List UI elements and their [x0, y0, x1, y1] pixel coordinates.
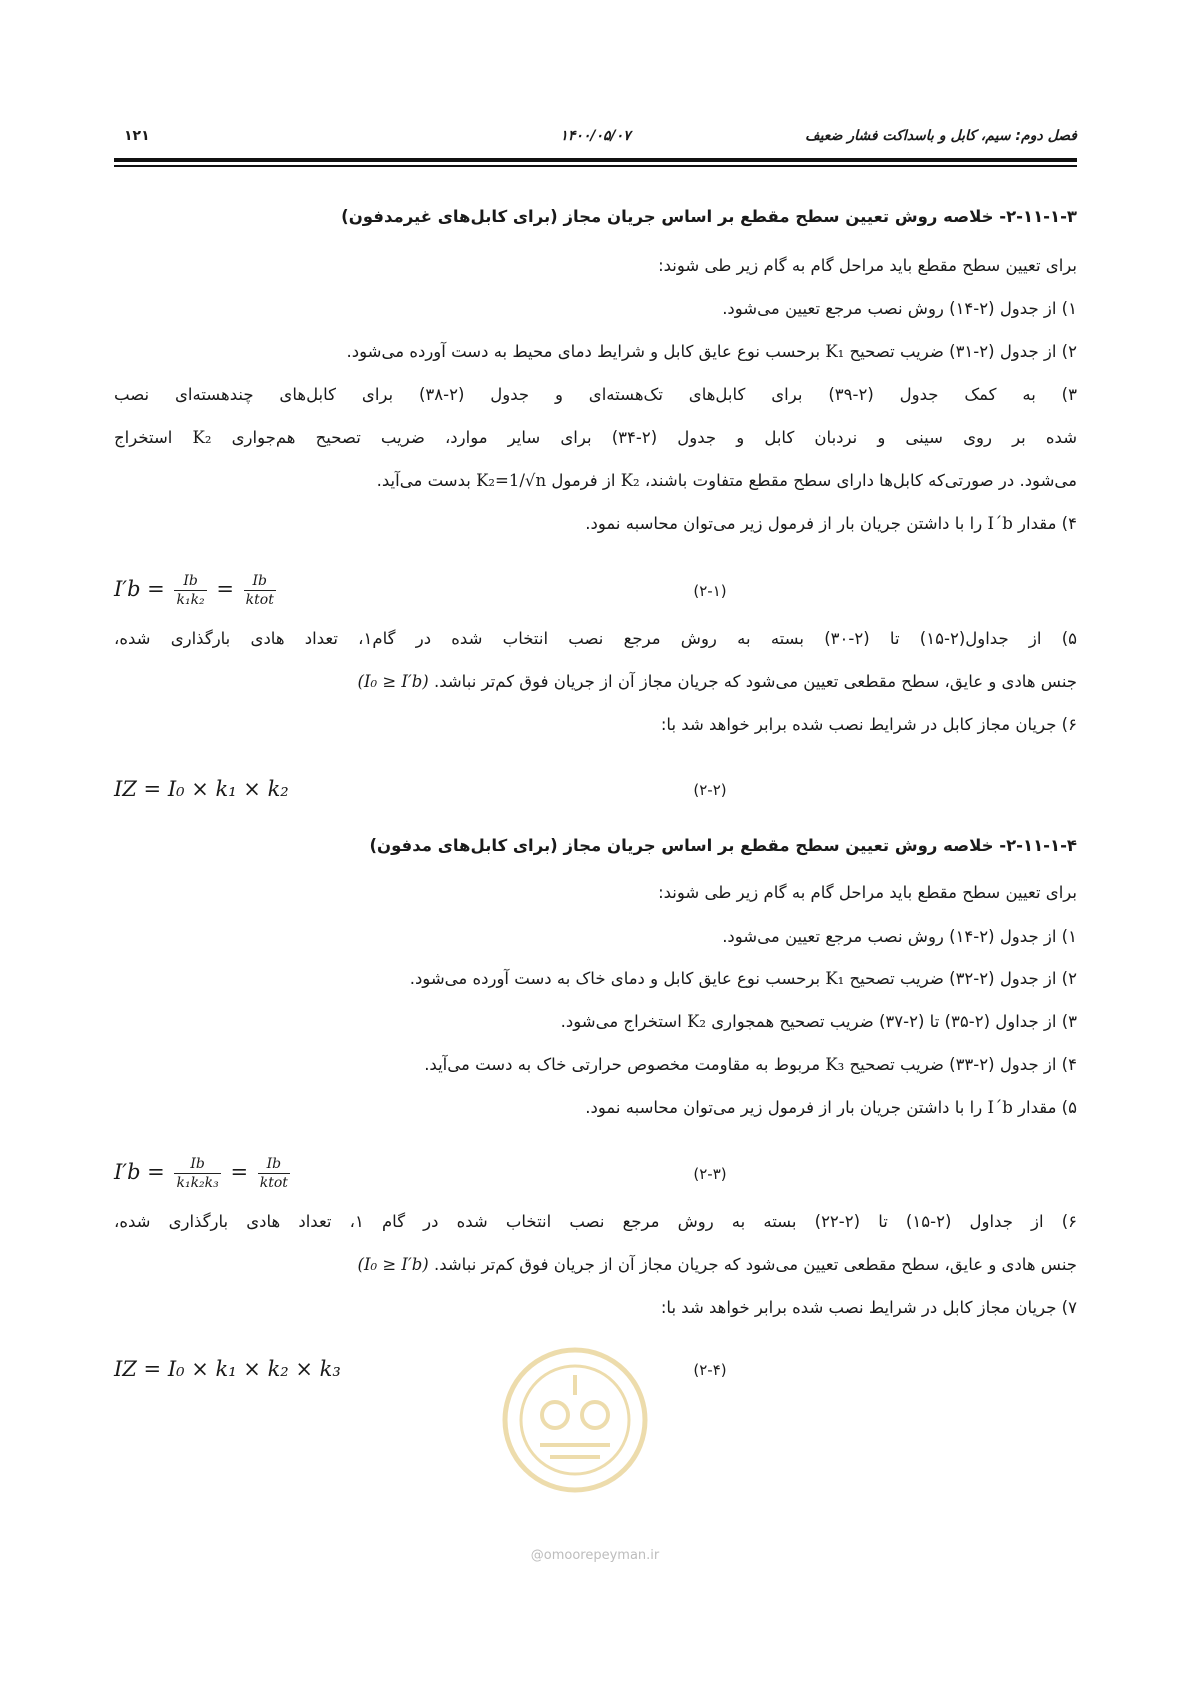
page-header — [114, 118, 1077, 156]
header-rule-thick — [114, 158, 1077, 162]
eq1-denominator-1: k₁k₂ — [176, 592, 205, 608]
section1-step4 — [585, 512, 1077, 536]
k1-symbol: K₁ — [825, 342, 845, 361]
eq3-fraction-2 — [258, 1155, 290, 1192]
section1-step3-line2-text-b: استخراج — [114, 428, 173, 447]
eq3-equals: = — [230, 1160, 249, 1184]
eq1-denominator-2: ktot — [245, 592, 274, 608]
eq1-fraction-2 — [244, 572, 276, 609]
section2-step3-text-a: ۳) از جداول (۲-۳۵) تا (۲-۳۷) ضریب تصحیح همجواری — [711, 1012, 1077, 1031]
section1-step5-line1: ۵) از جداول(۲-۱۵) تا (۲-۳۰) بسته به روش مرجع نصب انتخاب شده در گام۱، تعداد هادی بارگذاری شده، — [114, 629, 1078, 648]
eq3-lhs: I′b = — [114, 1160, 165, 1184]
header-rule-thin — [114, 165, 1077, 167]
k2-formula: K₂=1/√n — [476, 471, 547, 490]
equation-4: IZ = I₀ × k₁ × k₂ × k₃ — [114, 1357, 341, 1381]
eq3-numerator-1: Ib — [174, 1155, 220, 1174]
ib-prime-symbol: I΄b — [987, 1098, 1013, 1117]
k2-symbol: K₂ — [687, 1012, 707, 1031]
equation-3-number: (۲-۳) — [693, 1165, 727, 1183]
eq1-numerator-2: Ib — [244, 572, 276, 591]
section2-step5-text-b: را با داشتن جریان بار از فرمول زیر می‌توان محاسبه نمود. — [585, 1098, 983, 1117]
eq1-numerator-1: Ib — [174, 572, 206, 591]
eq1-fraction-1 — [174, 572, 206, 609]
section1-step3-line1: ۳) به کمک جدول (۲-۳۹) برای کابل‌های تک‌هسته‌ای و جدول (۲-۳۸) برای کابل‌های چندهسته‌ای نصب — [114, 385, 1077, 404]
ib-prime-symbol: I΄b — [987, 514, 1013, 533]
equation-2: IZ = I₀ × k₁ × k₂ — [114, 777, 289, 801]
section1-step6: ۶) جریان مجاز کابل در شرایط نصب شده برابر خواهد شد با: — [660, 715, 1077, 734]
section2-step5-text-a: ۵) مقدار — [1018, 1098, 1077, 1117]
equation-2-number: (۲-۲) — [693, 781, 727, 799]
equation-3 — [114, 1155, 293, 1192]
section2-step5 — [585, 1096, 1077, 1120]
eq3-numerator-2: Ib — [258, 1155, 290, 1174]
section-heading-unburied: ۲-۱۱-۱-۳- خلاصه روش تعیین سطح مقطع بر اساس جریان مجاز (برای کابل‌های غیرمدفون) — [341, 207, 1077, 226]
section1-step2-text-b: برحسب نوع عایق کابل و شرایط دمای محیط به دست آورده می‌شود. — [346, 342, 821, 361]
section1-step5-line2-text: جنس هادی و عایق، سطح مقطعی تعیین می‌شود که جریان مجاز آن از جریان فوق کم‌تر نباشد. — [433, 672, 1077, 691]
watermark-seal-icon — [500, 1345, 650, 1495]
condition-expression: (I₀ ≥ I′b) — [357, 1255, 429, 1274]
section2-step6-line1: ۶) از جداول (۲-۱۵) تا (۲-۲۲) بسته به روش مرجع نصب انتخاب شده در گام ۱، تعداد هادی بارگذاری شده، — [114, 1212, 1078, 1231]
section1-step3-line3-text-a: می‌شود. در صورتی‌که کابل‌ها دارای سطح مقطع متفاوت باشند، — [644, 471, 1077, 490]
section1-step1: ۱) از جدول (۲-۱۴) روش نصب مرجع تعیین می‌شود. — [722, 299, 1077, 318]
eq3-denominator-1: k₁k₂k₃ — [176, 1175, 219, 1191]
section2-step6-line2-text: جنس هادی و عایق، سطح مقطعی تعیین می‌شود که جریان مجاز آن از جریان فوق کم‌تر نباشد. — [433, 1255, 1077, 1274]
section2-step6-line2 — [358, 1253, 1077, 1277]
section1-step3-line3-text-c: بدست می‌آید. — [376, 471, 471, 490]
page-number: ۱۲۱ — [124, 128, 150, 144]
eq3-denominator-2: ktot — [259, 1175, 288, 1191]
eq3-fraction-1 — [174, 1155, 220, 1192]
k1-symbol: K₁ — [825, 969, 845, 988]
k3-symbol: K₃ — [825, 1055, 845, 1074]
equation-1 — [114, 572, 279, 609]
equation-1-number: (۲-۱) — [693, 582, 727, 600]
section1-step2 — [347, 340, 1077, 364]
section2-step2-text-a: ۲) از جدول (۲-۳۲) ضریب تصحیح — [849, 969, 1077, 988]
section2-step4-text-a: ۴) از جدول (۲-۳۳) ضریب تصحیح — [849, 1055, 1077, 1074]
section1-step3-line2-text-a: شده بر روی سینی و نردبان کابل و جدول (۲-۳۴) برای سایر موارد، ضریب تصحیح هم‌جواری — [231, 428, 1078, 447]
header-date: ۱۴۰۰/۰۵/۰۷ — [560, 128, 631, 144]
section2-step3 — [561, 1010, 1077, 1034]
section2-step2-text-b: برحسب نوع عایق کابل و دمای خاک به دست آورده می‌شود. — [409, 969, 821, 988]
section2-step4-text-b: مربوط به مقاومت مخصوص حرارتی خاک به دست می‌آید. — [424, 1055, 821, 1074]
watermark-text: @omoorepeyman.ir — [530, 1548, 660, 1563]
k2-symbol: K₂ — [192, 428, 212, 447]
k2-symbol: K₂ — [620, 471, 640, 490]
eq1-lhs: I′b = — [114, 577, 165, 601]
section2-step2 — [410, 967, 1077, 991]
section2-step1: ۱) از جدول (۲-۱۴) روش نصب مرجع تعیین می‌شود. — [722, 927, 1077, 946]
section1-step4-text-a: ۴) مقدار — [1018, 514, 1077, 533]
section1-step3-line3-text-b: از فرمول — [551, 471, 616, 490]
chapter-title: فصل دوم: سیم، کابل و باسداکت فشار ضعیف — [805, 128, 1077, 144]
section1-intro: برای تعیین سطح مقطع باید مراحل گام به گام زیر طی شوند: — [658, 256, 1077, 275]
section2-intro: برای تعیین سطح مقطع باید مراحل گام به گام زیر طی شوند: — [658, 883, 1077, 902]
equation-4-number: (۲-۴) — [693, 1361, 727, 1379]
section1-step5-line2 — [358, 670, 1077, 694]
section1-step2-text-a: ۲) از جدول (۲-۳۱) ضریب تصحیح — [849, 342, 1077, 361]
condition-expression: (I₀ ≥ I′b) — [357, 672, 429, 691]
section1-step4-text-b: را با داشتن جریان بار از فرمول زیر می‌توان محاسبه نمود. — [585, 514, 983, 533]
section-heading-buried: ۲-۱۱-۱-۴- خلاصه روش تعیین سطح مقطع بر اساس جریان مجاز (برای کابل‌های مدفون) — [369, 836, 1077, 855]
section2-step3-text-b: استخراج می‌شود. — [560, 1012, 682, 1031]
section1-step3-line2 — [114, 426, 1077, 450]
section2-step4 — [424, 1053, 1077, 1077]
section1-step3-line3 — [377, 469, 1077, 493]
eq1-equals: = — [216, 577, 234, 601]
section2-step7: ۷) جریان مجاز کابل در شرایط نصب شده برابر خواهد شد با: — [660, 1298, 1077, 1317]
